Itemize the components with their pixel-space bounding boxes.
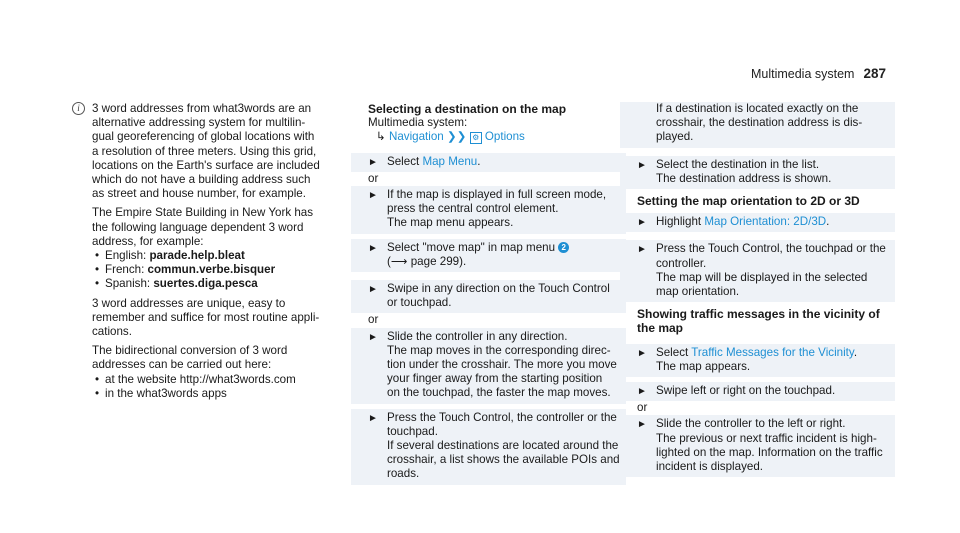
step-text: press the central control element. <box>387 202 559 216</box>
step-text: tion under the crosshair. The more you move <box>387 358 617 372</box>
step-continuation <box>620 102 895 148</box>
instruction-step <box>620 213 895 232</box>
or-label: or <box>368 313 379 327</box>
language-label: English: <box>105 249 150 263</box>
where-list <box>92 373 350 401</box>
step-text: Select <box>656 345 692 359</box>
list-item: • in the what3words apps <box>92 387 350 401</box>
section-title: Multimedia system <box>750 67 855 81</box>
example-line: The Empire State Building in New York has <box>92 206 314 220</box>
column-2 <box>368 102 626 485</box>
list-item: • at the website http://what3words.com <box>92 373 350 387</box>
step-arrow-icon: ► <box>368 242 378 254</box>
path-navigation: Navigation <box>388 130 444 144</box>
step-text: If the map is displayed in full screen mode, <box>387 188 607 202</box>
column-3 <box>637 102 895 477</box>
page-ref: page 299). <box>410 254 467 268</box>
body-line: remember and suffice for most routine appli- <box>92 310 320 324</box>
instruction-step <box>351 328 626 404</box>
step-text: Select "move map" in map menu <box>387 240 559 254</box>
note-line: as street and house number, for example. <box>92 187 306 201</box>
info-note <box>77 102 350 201</box>
step-arrow-icon: ► <box>637 244 647 256</box>
step-text: Highlight <box>656 215 705 229</box>
column-1 <box>77 102 350 401</box>
language-label: French: <box>105 263 148 277</box>
instruction-step <box>351 186 626 234</box>
step-text: lighted on the map. Information on the traffic <box>656 445 883 459</box>
map-orientation-link: Map Orientation: 2D/3D <box>704 215 827 229</box>
step-arrow-icon: ► <box>368 190 378 202</box>
info-icon: i <box>72 102 85 115</box>
section-heading: Setting the map orientation to 2D or 3D <box>637 194 860 209</box>
step-text: map orientation. <box>656 285 740 299</box>
path-options: Options <box>484 130 525 144</box>
or-label: or <box>368 171 379 185</box>
instruction-step <box>351 280 626 313</box>
step-text: The map moves in the corresponding direc- <box>387 343 611 357</box>
step-text: . <box>826 215 830 229</box>
instruction-step <box>620 344 895 377</box>
step-arrow-icon: ► <box>637 347 647 359</box>
section-heading: Showing traffic messages in the vicinity of <box>637 307 880 322</box>
address-value: commun.verbe.bisquer <box>147 263 276 277</box>
example-line: address, for example: <box>92 234 204 248</box>
step-text: Slide the controller to the left or right. <box>656 417 846 431</box>
step-text: . <box>477 154 481 168</box>
address-value: parade.help.bleat <box>149 249 245 263</box>
instruction-step <box>351 153 626 172</box>
step-arrow-icon: ► <box>368 156 378 168</box>
step-arrow-icon: ► <box>637 419 647 431</box>
path-arrow-icon: ↳ <box>376 130 386 144</box>
section-heading: the map <box>637 321 684 336</box>
step-text: The map will be displayed in the selected <box>656 270 868 284</box>
step-text: Select the destination in the list. <box>656 157 820 171</box>
step-arrow-icon: ► <box>368 331 378 343</box>
step-text: The destination address is shown. <box>656 171 832 185</box>
step-text: roads. <box>387 467 420 481</box>
menu-path <box>368 130 626 144</box>
step-text: or touchpad. <box>387 296 452 310</box>
step-text: crosshair, the destination address is dis- <box>656 116 863 130</box>
step-text: Swipe left or right on the touchpad. <box>656 384 836 398</box>
step-text: Select <box>387 154 423 168</box>
step-text: Swipe in any direction on the Touch Control <box>387 282 610 296</box>
system-label: Multimedia system: <box>368 116 468 130</box>
instruction-step <box>351 409 626 485</box>
note-line: a resolution of three meters. Using this grid, <box>92 144 317 158</box>
body-line: The bidirectional conversion of 3 word <box>92 344 288 358</box>
instruction-step <box>620 240 895 302</box>
section-heading: Selecting a destination on the map <box>368 102 567 116</box>
step-arrow-icon: ► <box>637 217 647 229</box>
step-arrow-icon: ► <box>637 386 647 398</box>
or-label: or <box>637 401 648 415</box>
step-text: Press the Touch Control, the controller or the <box>387 410 617 424</box>
step-arrow-icon: ► <box>368 284 378 296</box>
page-number: 287 <box>863 66 886 81</box>
list-item <box>92 277 350 291</box>
step-text: incident is displayed. <box>656 460 763 474</box>
step-text: crosshair, a list shows the available POIs and <box>387 453 620 467</box>
note-line: locations on the Earth's surface are included <box>92 158 320 172</box>
example-line: the following language dependent 3 word <box>92 220 304 234</box>
step-text: If a destination is located exactly on the <box>656 102 859 115</box>
body-line: addresses can be carried out here: <box>92 358 272 372</box>
address-value: suertes.diga.pesca <box>153 277 258 291</box>
step-text: Press the Touch Control, the touchpad or the <box>656 242 886 256</box>
step-text: . <box>853 345 858 359</box>
instruction-step <box>620 415 895 477</box>
path-chevron-icon: ❯❯ <box>446 130 467 144</box>
step-text: your finger away from the starting position <box>387 372 603 386</box>
step-arrow-icon: ► <box>368 412 378 424</box>
gear-icon: ⚙ <box>470 132 482 144</box>
example-list <box>92 249 350 292</box>
body-line: 3 word addresses are unique, easy to <box>92 296 286 310</box>
step-arrow-icon: ► <box>637 159 647 171</box>
step-text: If several destinations are located around the <box>387 439 619 453</box>
step-text: played. <box>656 130 694 144</box>
map-menu-link: Map Menu <box>422 154 478 168</box>
note-line: which do not have a building address such <box>92 173 311 187</box>
step-text: touchpad. <box>387 424 438 438</box>
traffic-messages-link: Traffic Messages for the Vicinity <box>691 345 854 359</box>
instruction-step <box>620 382 895 401</box>
step-text: controller. <box>656 256 707 270</box>
step-text: on the touchpad, the faster the map moves. <box>387 386 611 400</box>
step-text: The map menu appears. <box>387 216 514 230</box>
page-header <box>751 66 886 81</box>
language-label: Spanish: <box>105 277 154 291</box>
instruction-step: ► Select "move map" in map menu 2 (⟶ page 299). <box>351 239 626 272</box>
note-line: 3 word addresses from what3words are an <box>92 102 312 115</box>
body-line: cations. <box>92 325 132 339</box>
note-line: alternative addressing system for multilin- <box>92 116 306 130</box>
list-item <box>92 263 350 277</box>
marker-2: 2 <box>558 242 569 253</box>
step-text: The previous or next traffic incident is high- <box>656 431 877 445</box>
instruction-step <box>620 156 895 189</box>
step-text: The map appears. <box>656 359 751 373</box>
page-ref-arrow-icon: ⟶ <box>390 254 408 268</box>
note-line: gual georeferencing of global locations with <box>92 130 315 144</box>
list-item <box>92 249 350 263</box>
step-text: Slide the controller in any direction. <box>387 329 568 343</box>
